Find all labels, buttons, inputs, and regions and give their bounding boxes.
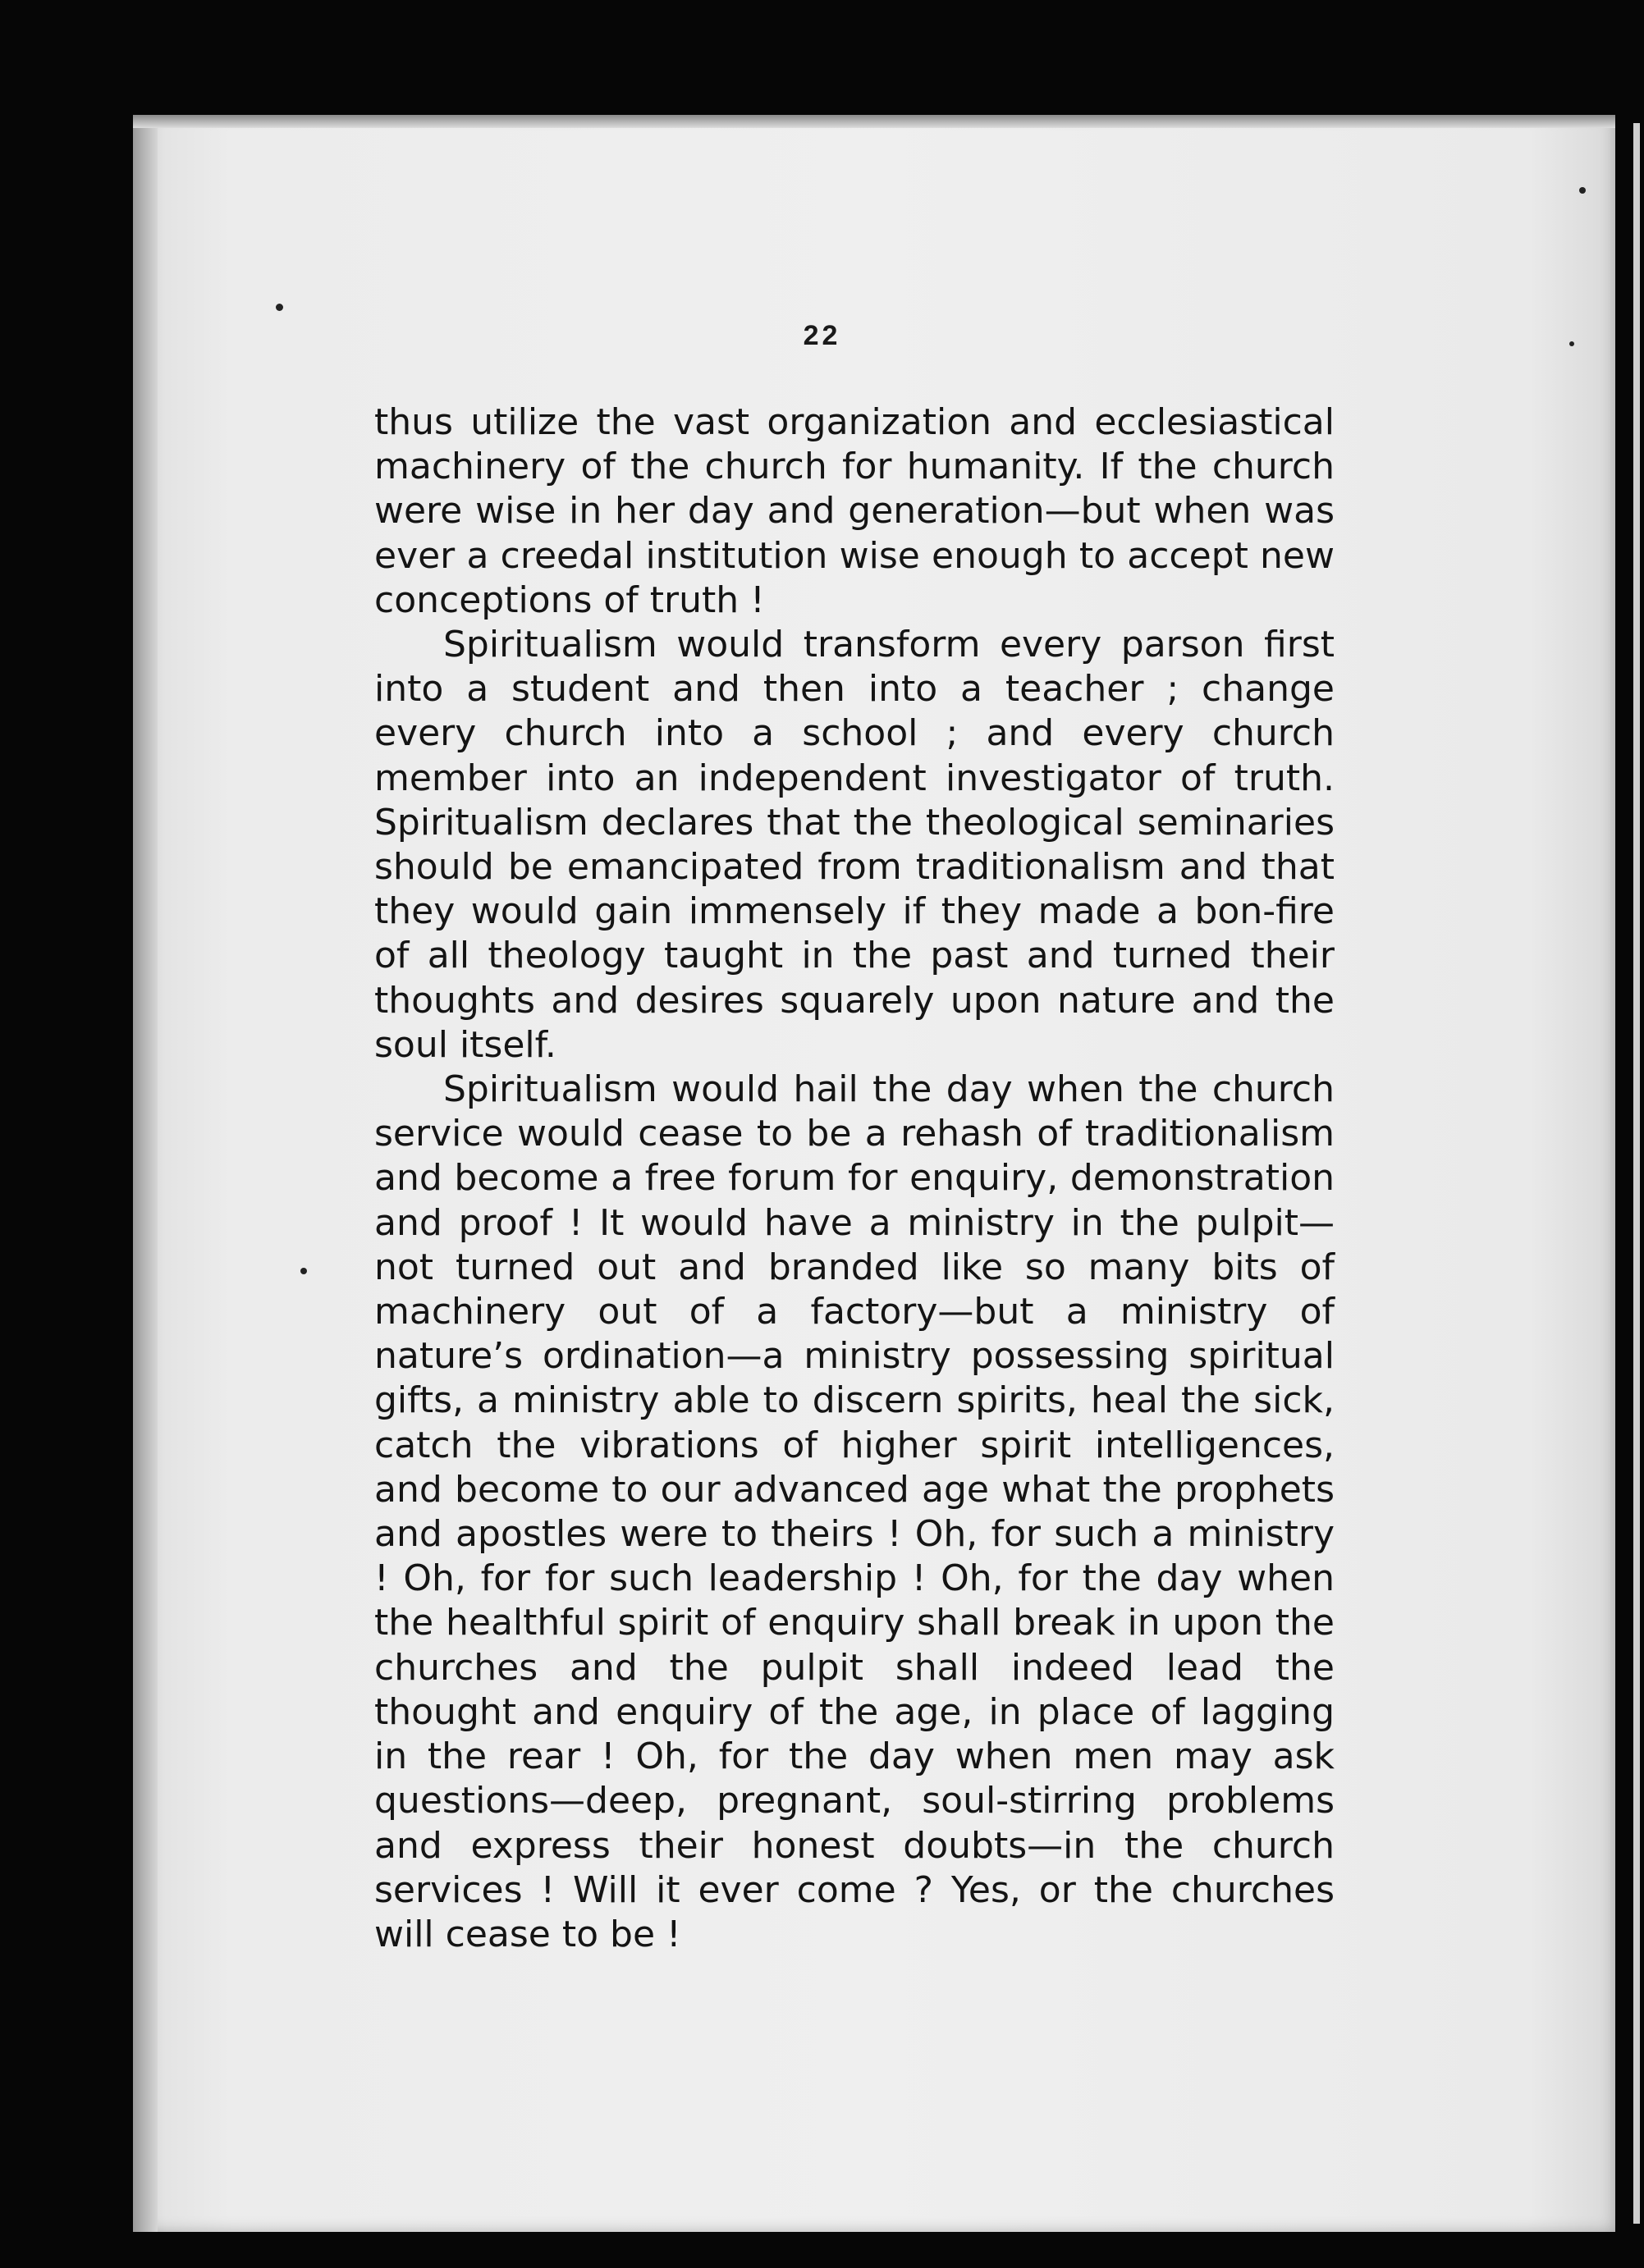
page-left-edge <box>133 115 158 2232</box>
dust-speck <box>276 304 283 311</box>
dust-speck <box>1579 187 1586 194</box>
page-top-edge <box>133 115 1615 128</box>
dust-speck <box>300 1268 307 1274</box>
paragraph-3: Spiritualism would hail the day when the church service would cease to be a rehash of traditionalism and become a free forum for enquiry, demonstration and proof ! It would have a ministry in the pulpit—not turned out and branded like so many bits of machinery out of a factory—but a ministry of nature’s ordination—a ministry possessing spiritual gifts, a ministry able to discern spirits, heal the sick, catch the vibrations of higher spirit intelligences, and become to our advanced age what the prophets and apostles were to theirs ! Oh, for such a ministry ! Oh, for for such leadership ! Oh, for the day when the healthful spirit of enquiry shall break in upon the churches and the pulpit shall indeed lead the thought and enquiry of the age, in place of lagging in the rear ! Oh, for the day when men may ask questions—deep, pregnant, soul-stirring problems and express their honest doubts—in the church services ! Will it ever come ? Yes, or the churches will cease to be ! <box>374 1068 1335 1955</box>
paragraph-2: Spiritualism would transform every parson first into a student and then into a teacher ; change every church into a school ; and every church member into an independent investigator of truth. Spiritualism declares that the theological seminaries should be emancipated from traditionalism and that they would gain immensely if they made a bon-fire of all theology taught in the past and turned their thoughts and desires squarely upon nature and the soul itself. <box>374 624 1335 1066</box>
body-text <box>374 400 1335 1957</box>
paragraph-1: thus utilize the vast organization and ecclesiastical machinery of the church for humanity. If the church were wise in her day and generation—but when was ever a creedal institution wise enough to accept new conceptions of truth ! <box>374 401 1335 621</box>
page-number: 22 <box>803 320 841 351</box>
adjacent-page-edge <box>1633 123 1640 2224</box>
